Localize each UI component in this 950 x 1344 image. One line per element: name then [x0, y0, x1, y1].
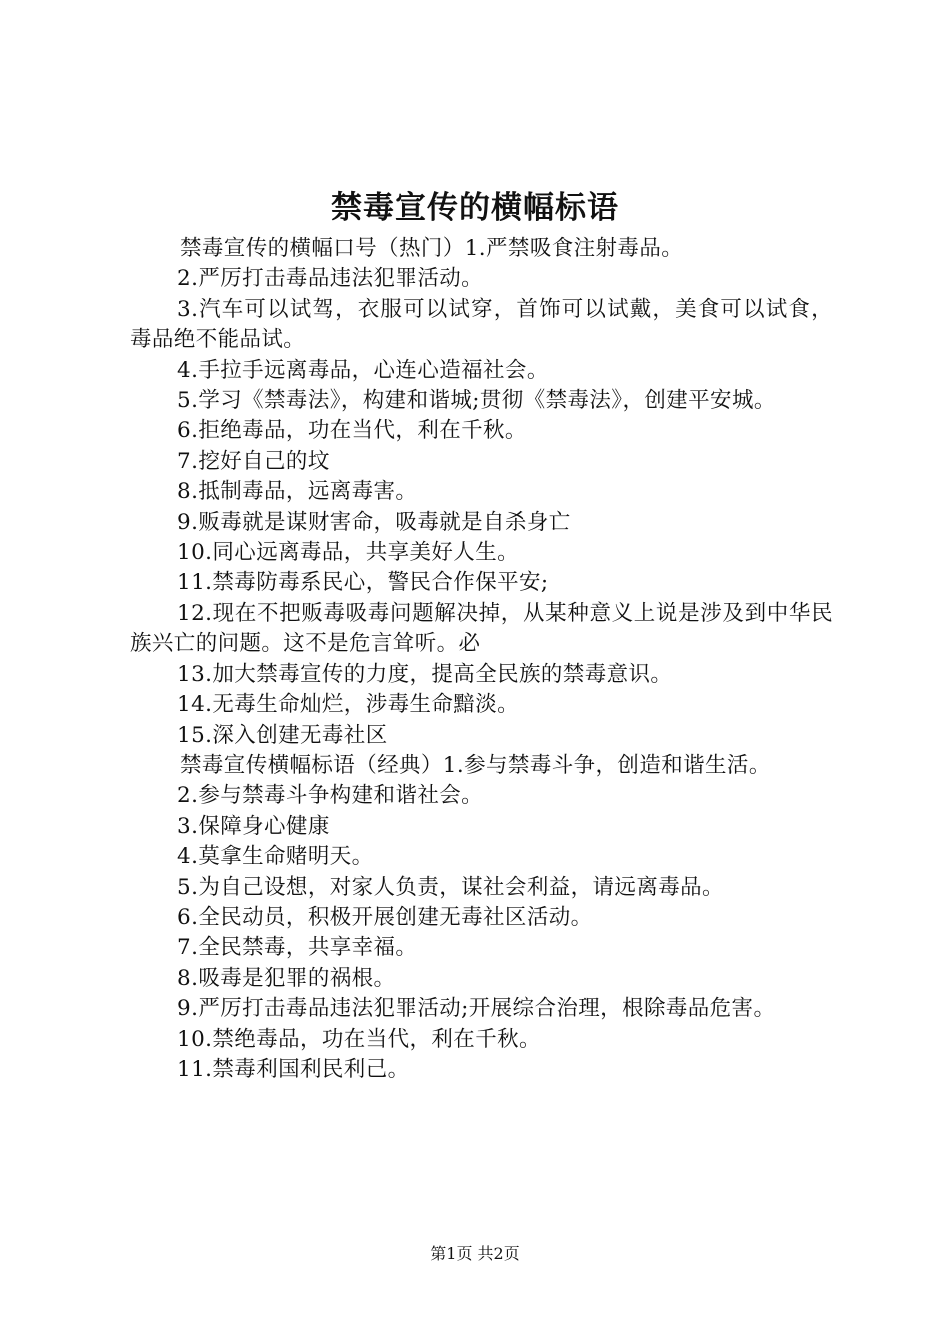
paragraph: 3.保障身心健康: [177, 813, 330, 839]
paragraph: 5.学习《禁毒法》，构建和谐城;贯彻《禁毒法》，创建平安城。: [177, 388, 776, 414]
paragraph: 10.禁绝毒品，功在当代，利在千秋。: [177, 1026, 541, 1052]
document-title: 禁毒宣传的横幅标语: [331, 190, 619, 226]
paragraph: 7.全民禁毒，共享幸福。: [177, 935, 418, 961]
paragraph-section-1-intro: 禁毒宣传的横幅口号（热门）1.严禁吸食注射毒品。: [180, 236, 684, 261]
paragraph: 7.挖好自己的坟: [177, 448, 330, 474]
paragraph: 6.拒绝毒品，功在当代，利在千秋。: [177, 418, 527, 444]
paragraph: 14.无毒生命灿烂，涉毒生命黯淡。: [177, 692, 519, 718]
paragraph: 6.全民动员，积极开展创建无毒社区活动。: [177, 904, 593, 930]
paragraph: 9.贩毒就是谋财害命，吸毒就是自杀身亡: [177, 509, 571, 535]
paragraph: 10.同心远离毒品，共享美好人生。: [177, 540, 519, 566]
paragraph: 8.抵制毒品，远离毒害。: [177, 479, 418, 505]
paragraph: 2.严厉打击毒品违法犯罪活动。: [177, 266, 484, 292]
paragraph: 2.参与禁毒斗争构建和谐社会。: [177, 783, 484, 809]
paragraph-section-2-intro: 禁毒宣传横幅标语（经典）1.参与禁毒斗争，创造和谐生活。: [180, 752, 771, 778]
paragraph: 4.手拉手远离毒品，心连心造福社会。: [177, 357, 549, 383]
paragraph: 11.禁毒利国利民利己。: [177, 1056, 410, 1082]
paragraph: 9.严厉打击毒品违法犯罪活动;开展综合治理，根除毒品危害。: [177, 996, 776, 1022]
paragraph: 5.为自己设想，对家人负责，谋社会利益，请远离毒品。: [177, 874, 724, 900]
paragraph: 4.莫拿生命赌明天。: [177, 844, 374, 870]
paragraph: 15.深入创建无毒社区: [177, 722, 388, 748]
page-number-footer: 第1页 共2页: [430, 1244, 520, 1263]
paragraph: 12.现在不把贩毒吸毒问题解决掉，从某种意义上说是涉及到中华民族兴亡的问题。这不是危言耸听。必: [130, 600, 833, 657]
paragraph: 8.吸毒是犯罪的祸根。: [177, 965, 396, 991]
paragraph: 11.禁毒防毒系民心，警民合作保平安;: [177, 570, 549, 596]
paragraph: 13.加大禁毒宣传的力度，提高全民族的禁毒意识。: [177, 661, 673, 687]
document-body: [130, 234, 833, 1085]
paragraph: 3.汽车可以试驾，衣服可以试穿，首饰可以试戴，美食可以试食，毒品绝不能品试。: [130, 296, 833, 353]
